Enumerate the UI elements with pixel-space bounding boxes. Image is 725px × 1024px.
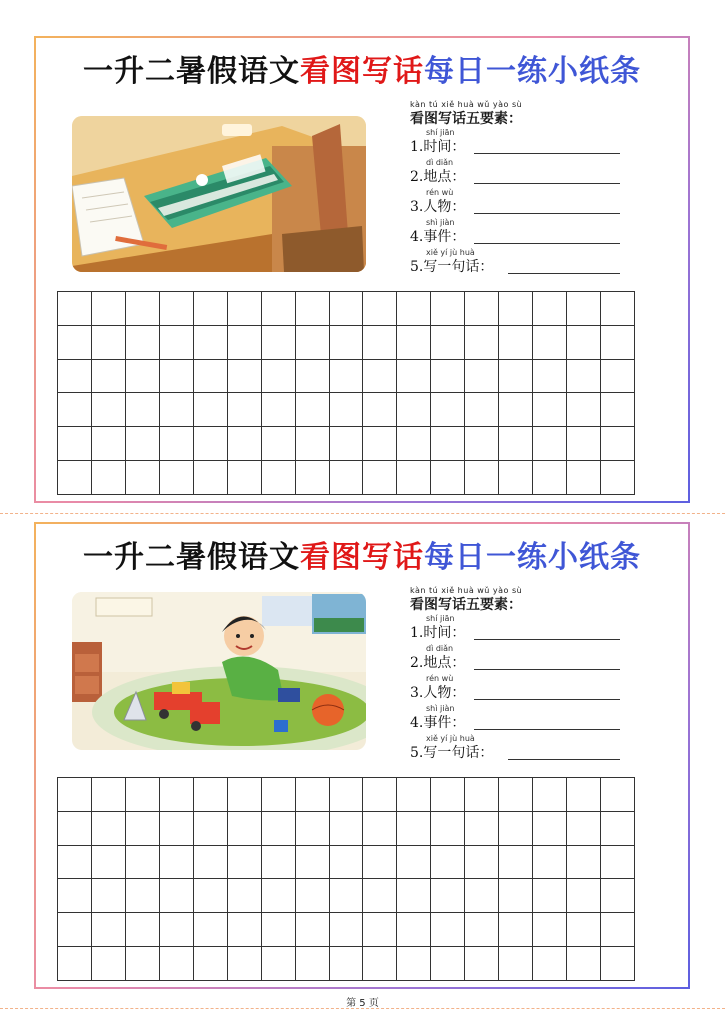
grid-cell[interactable] <box>330 461 364 495</box>
cut-line <box>0 513 725 514</box>
grid-cell[interactable] <box>92 947 126 981</box>
grid-cell[interactable] <box>58 360 92 394</box>
grid-cell[interactable] <box>533 778 567 812</box>
grid-cell[interactable] <box>465 292 499 326</box>
grid-cell[interactable] <box>567 913 601 947</box>
grid-cell[interactable] <box>92 879 126 913</box>
grid-cell[interactable] <box>194 292 228 326</box>
grid-cell[interactable] <box>397 913 431 947</box>
grid-cell[interactable] <box>228 360 262 394</box>
title-daily-part: 每日一练小纸条 <box>424 54 641 89</box>
grid-cell[interactable] <box>601 846 635 880</box>
grid-cell[interactable] <box>194 461 228 495</box>
event-answer-line[interactable] <box>474 729 620 730</box>
grid-cell[interactable] <box>296 812 330 846</box>
grid-cell[interactable] <box>533 326 567 360</box>
grid-cell[interactable] <box>397 326 431 360</box>
grid-cell[interactable] <box>533 947 567 981</box>
five-elements-heading: 看图写话五要素： <box>410 111 522 127</box>
grid-cell[interactable] <box>567 812 601 846</box>
grid-cell[interactable] <box>601 947 635 981</box>
heading-pinyin: kàn tú xiě huà wǔ yào sù <box>410 100 523 109</box>
time-answer-line[interactable] <box>474 153 620 154</box>
grid-cell[interactable] <box>194 879 228 913</box>
grid-cell[interactable] <box>533 913 567 947</box>
row-pinyin: shì jiàn <box>426 218 455 227</box>
worksheet-card-1 <box>34 36 690 503</box>
row-label: 4.事件： <box>410 229 466 245</box>
five-elements-panel <box>410 586 660 764</box>
grid-cell[interactable] <box>499 913 533 947</box>
grid-cell[interactable] <box>330 812 364 846</box>
grid-cell[interactable] <box>58 292 92 326</box>
grid-cell[interactable] <box>262 846 296 880</box>
grid-cell[interactable] <box>194 778 228 812</box>
grid-cell[interactable] <box>92 360 126 394</box>
grid-cell[interactable] <box>160 913 194 947</box>
grid-cell[interactable] <box>228 812 262 846</box>
grid-cell[interactable] <box>126 360 160 394</box>
title-grade-part: 一升二暑假语文 <box>83 540 300 575</box>
grid-cell[interactable] <box>330 360 364 394</box>
grid-cell[interactable] <box>228 913 262 947</box>
grid-cell[interactable] <box>58 461 92 495</box>
grid-cell[interactable] <box>92 778 126 812</box>
grid-cell[interactable] <box>228 846 262 880</box>
grid-cell[interactable] <box>431 461 465 495</box>
grid-cell[interactable] <box>465 427 499 461</box>
grid-cell[interactable] <box>363 846 397 880</box>
grid-cell[interactable] <box>262 913 296 947</box>
grid-cell[interactable] <box>363 879 397 913</box>
grid-cell[interactable] <box>160 393 194 427</box>
grid-cell[interactable] <box>160 360 194 394</box>
grid-cell[interactable] <box>194 812 228 846</box>
grid-cell[interactable] <box>601 360 635 394</box>
grid-cell[interactable] <box>465 360 499 394</box>
grid-cell[interactable] <box>194 846 228 880</box>
grid-cell[interactable] <box>262 778 296 812</box>
grid-cell[interactable] <box>262 879 296 913</box>
grid-cell[interactable] <box>126 461 160 495</box>
grid-cell[interactable] <box>160 846 194 880</box>
grid-cell[interactable] <box>567 947 601 981</box>
grid-cell[interactable] <box>533 846 567 880</box>
grid-cell[interactable] <box>397 947 431 981</box>
grid-cell[interactable] <box>126 427 160 461</box>
grid-cell[interactable] <box>533 292 567 326</box>
people-answer-line[interactable] <box>474 699 620 700</box>
desk-pencil-case-illustration <box>72 116 366 272</box>
grid-cell[interactable] <box>431 913 465 947</box>
heading-pinyin: kàn tú xiě huà wǔ yào sù <box>410 586 523 595</box>
grid-cell[interactable] <box>601 393 635 427</box>
grid-cell[interactable] <box>465 461 499 495</box>
grid-cell[interactable] <box>160 292 194 326</box>
grid-cell[interactable] <box>92 913 126 947</box>
grid-cell[interactable] <box>58 846 92 880</box>
grid-cell[interactable] <box>533 879 567 913</box>
grid-cell[interactable] <box>499 778 533 812</box>
grid-cell[interactable] <box>397 427 431 461</box>
grid-cell[interactable] <box>397 360 431 394</box>
element-row-place <box>410 158 660 188</box>
grid-cell[interactable] <box>465 326 499 360</box>
grid-cell[interactable] <box>499 360 533 394</box>
grid-cell[interactable] <box>567 846 601 880</box>
row-pinyin: shì jiàn <box>426 704 455 713</box>
grid-cell[interactable] <box>160 461 194 495</box>
grid-cell[interactable] <box>567 879 601 913</box>
grid-cell[interactable] <box>58 812 92 846</box>
grid-cell[interactable] <box>363 913 397 947</box>
grid-cell[interactable] <box>160 812 194 846</box>
grid-cell[interactable] <box>330 326 364 360</box>
grid-cell[interactable] <box>262 292 296 326</box>
grid-cell[interactable] <box>465 947 499 981</box>
grid-cell[interactable] <box>601 292 635 326</box>
row-pinyin: dì diǎn <box>426 158 454 167</box>
grid-cell[interactable] <box>397 846 431 880</box>
grid-cell[interactable] <box>58 427 92 461</box>
grid-cell[interactable] <box>296 461 330 495</box>
grid-cell[interactable] <box>601 461 635 495</box>
title-topic-part: 看图写话 <box>300 54 424 89</box>
grid-cell[interactable] <box>397 292 431 326</box>
five-elements-panel <box>410 100 660 278</box>
grid-cell[interactable] <box>160 879 194 913</box>
grid-cell[interactable] <box>601 326 635 360</box>
grid-cell[interactable] <box>465 393 499 427</box>
grid-cell[interactable] <box>92 326 126 360</box>
grid-cell[interactable] <box>533 393 567 427</box>
grid-cell[interactable] <box>431 778 465 812</box>
grid-cell[interactable] <box>567 360 601 394</box>
row-label: 1.时间： <box>410 625 466 641</box>
row-pinyin: xiě yí jù huà <box>426 248 475 257</box>
five-elements-heading: 看图写话五要素： <box>410 597 522 613</box>
grid-cell[interactable] <box>363 360 397 394</box>
grid-cell[interactable] <box>296 846 330 880</box>
writing-grid[interactable] <box>57 291 635 495</box>
grid-cell[interactable] <box>92 846 126 880</box>
grid-cell[interactable] <box>533 427 567 461</box>
grid-cell[interactable] <box>533 812 567 846</box>
grid-cell[interactable] <box>194 913 228 947</box>
grid-cell[interactable] <box>126 913 160 947</box>
grid-cell[interactable] <box>397 393 431 427</box>
row-pinyin: rén wù <box>426 674 454 683</box>
grid-cell[interactable] <box>499 326 533 360</box>
grid-cell[interactable] <box>465 913 499 947</box>
grid-cell[interactable] <box>499 812 533 846</box>
grid-cell[interactable] <box>296 778 330 812</box>
grid-cell[interactable] <box>363 947 397 981</box>
grid-cell[interactable] <box>194 326 228 360</box>
element-row-time <box>410 128 660 158</box>
grid-cell[interactable] <box>126 846 160 880</box>
grid-cell[interactable] <box>431 360 465 394</box>
grid-cell[interactable] <box>92 812 126 846</box>
grid-cell[interactable] <box>92 292 126 326</box>
row-label: 5.写一句话： <box>410 259 494 275</box>
grid-cell[interactable] <box>126 947 160 981</box>
grid-cell[interactable] <box>431 326 465 360</box>
grid-cell[interactable] <box>533 461 567 495</box>
grid-cell[interactable] <box>431 846 465 880</box>
grid-cell[interactable] <box>363 292 397 326</box>
row-label: 4.事件： <box>410 715 466 731</box>
grid-cell[interactable] <box>228 292 262 326</box>
grid-cell[interactable] <box>228 879 262 913</box>
grid-cell[interactable] <box>465 846 499 880</box>
grid-cell[interactable] <box>567 326 601 360</box>
grid-cell[interactable] <box>296 913 330 947</box>
element-row-sentence <box>410 734 660 764</box>
grid-cell[interactable] <box>296 393 330 427</box>
grid-cell[interactable] <box>126 778 160 812</box>
grid-cell[interactable] <box>330 292 364 326</box>
row-label: 3.人物： <box>410 685 466 701</box>
grid-cell[interactable] <box>296 360 330 394</box>
grid-cell[interactable] <box>126 393 160 427</box>
grid-cell[interactable] <box>567 393 601 427</box>
grid-cell[interactable] <box>601 812 635 846</box>
grid-cell[interactable] <box>567 292 601 326</box>
grid-cell[interactable] <box>228 778 262 812</box>
grid-cell[interactable] <box>58 913 92 947</box>
grid-cell[interactable] <box>397 879 431 913</box>
grid-cell[interactable] <box>363 326 397 360</box>
grid-cell[interactable] <box>499 427 533 461</box>
grid-cell[interactable] <box>601 427 635 461</box>
element-row-place <box>410 644 660 674</box>
grid-cell[interactable] <box>567 778 601 812</box>
place-answer-line[interactable] <box>474 183 620 184</box>
grid-cell[interactable] <box>330 947 364 981</box>
grid-cell[interactable] <box>397 778 431 812</box>
element-row-people <box>410 674 660 704</box>
grid-cell[interactable] <box>431 812 465 846</box>
grid-cell[interactable] <box>228 393 262 427</box>
grid-cell[interactable] <box>296 879 330 913</box>
grid-cell[interactable] <box>126 292 160 326</box>
row-pinyin: xiě yí jù huà <box>426 734 475 743</box>
people-answer-line[interactable] <box>474 213 620 214</box>
grid-cell[interactable] <box>92 427 126 461</box>
grid-cell[interactable] <box>465 879 499 913</box>
grid-cell[interactable] <box>601 913 635 947</box>
grid-cell[interactable] <box>262 360 296 394</box>
grid-cell[interactable] <box>363 393 397 427</box>
grid-cell[interactable] <box>194 947 228 981</box>
event-answer-line[interactable] <box>474 243 620 244</box>
grid-cell[interactable] <box>567 461 601 495</box>
grid-cell[interactable] <box>228 947 262 981</box>
page-number: 第 5 页 <box>346 998 379 1009</box>
sentence-answer-line[interactable] <box>508 273 620 274</box>
grid-cell[interactable] <box>499 292 533 326</box>
grid-cell[interactable] <box>431 427 465 461</box>
grid-cell[interactable] <box>499 879 533 913</box>
worksheet-title <box>36 538 688 578</box>
grid-cell[interactable] <box>194 393 228 427</box>
worksheet-card-2 <box>34 522 690 989</box>
title-daily-part: 每日一练小纸条 <box>424 540 641 575</box>
row-pinyin: shí jiān <box>426 614 455 623</box>
grid-cell[interactable] <box>262 393 296 427</box>
row-label: 2.地点： <box>410 169 466 185</box>
grid-cell[interactable] <box>92 461 126 495</box>
grid-cell[interactable] <box>330 846 364 880</box>
grid-cell[interactable] <box>431 947 465 981</box>
element-row-sentence <box>410 248 660 278</box>
grid-cell[interactable] <box>92 393 126 427</box>
grid-cell[interactable] <box>397 461 431 495</box>
grid-cell[interactable] <box>499 846 533 880</box>
grid-cell[interactable] <box>499 947 533 981</box>
time-answer-line[interactable] <box>474 639 620 640</box>
grid-cell[interactable] <box>330 427 364 461</box>
element-row-event <box>410 704 660 734</box>
grid-cell[interactable] <box>262 461 296 495</box>
row-label: 3.人物： <box>410 199 466 215</box>
grid-cell[interactable] <box>262 947 296 981</box>
boy-playing-toys-illustration <box>72 592 366 750</box>
grid-cell[interactable] <box>194 360 228 394</box>
grid-cell[interactable] <box>601 778 635 812</box>
row-label: 1.时间： <box>410 139 466 155</box>
grid-cell[interactable] <box>228 427 262 461</box>
grid-cell[interactable] <box>262 427 296 461</box>
element-row-event <box>410 218 660 248</box>
grid-cell[interactable] <box>499 393 533 427</box>
worksheet-title <box>36 52 688 92</box>
grid-cell[interactable] <box>58 879 92 913</box>
grid-cell[interactable] <box>465 778 499 812</box>
grid-cell[interactable] <box>194 427 228 461</box>
grid-cell[interactable] <box>160 427 194 461</box>
element-row-time <box>410 614 660 644</box>
title-topic-part: 看图写话 <box>300 540 424 575</box>
grid-cell[interactable] <box>330 913 364 947</box>
grid-cell[interactable] <box>126 326 160 360</box>
grid-cell[interactable] <box>499 461 533 495</box>
writing-grid[interactable] <box>57 777 635 981</box>
grid-cell[interactable] <box>58 947 92 981</box>
sentence-answer-line[interactable] <box>508 759 620 760</box>
grid-cell[interactable] <box>126 812 160 846</box>
row-pinyin: shí jiān <box>426 128 455 137</box>
cut-line <box>0 1008 725 1009</box>
grid-cell[interactable] <box>330 778 364 812</box>
grid-cell[interactable] <box>465 812 499 846</box>
grid-cell[interactable] <box>567 427 601 461</box>
grid-cell[interactable] <box>397 812 431 846</box>
grid-cell[interactable] <box>330 393 364 427</box>
grid-cell[interactable] <box>160 326 194 360</box>
grid-cell[interactable] <box>228 461 262 495</box>
grid-cell[interactable] <box>58 393 92 427</box>
row-label: 2.地点： <box>410 655 466 671</box>
grid-cell[interactable] <box>601 879 635 913</box>
element-row-people <box>410 188 660 218</box>
grid-cell[interactable] <box>228 326 262 360</box>
place-answer-line[interactable] <box>474 669 620 670</box>
grid-cell[interactable] <box>296 947 330 981</box>
grid-cell[interactable] <box>533 360 567 394</box>
grid-cell[interactable] <box>296 427 330 461</box>
row-label: 5.写一句话： <box>410 745 494 761</box>
grid-cell[interactable] <box>431 292 465 326</box>
grid-cell[interactable] <box>296 292 330 326</box>
grid-cell[interactable] <box>363 778 397 812</box>
title-grade-part: 一升二暑假语文 <box>83 54 300 89</box>
row-pinyin: rén wù <box>426 188 454 197</box>
grid-cell[interactable] <box>58 778 92 812</box>
grid-cell[interactable] <box>296 326 330 360</box>
grid-cell[interactable] <box>262 812 296 846</box>
grid-cell[interactable] <box>160 778 194 812</box>
grid-cell[interactable] <box>58 326 92 360</box>
row-pinyin: dì diǎn <box>426 644 454 653</box>
grid-cell[interactable] <box>330 879 364 913</box>
grid-cell[interactable] <box>160 947 194 981</box>
grid-cell[interactable] <box>363 812 397 846</box>
grid-cell[interactable] <box>262 326 296 360</box>
grid-cell[interactable] <box>431 879 465 913</box>
grid-cell[interactable] <box>363 461 397 495</box>
grid-cell[interactable] <box>363 427 397 461</box>
grid-cell[interactable] <box>126 879 160 913</box>
grid-cell[interactable] <box>431 393 465 427</box>
